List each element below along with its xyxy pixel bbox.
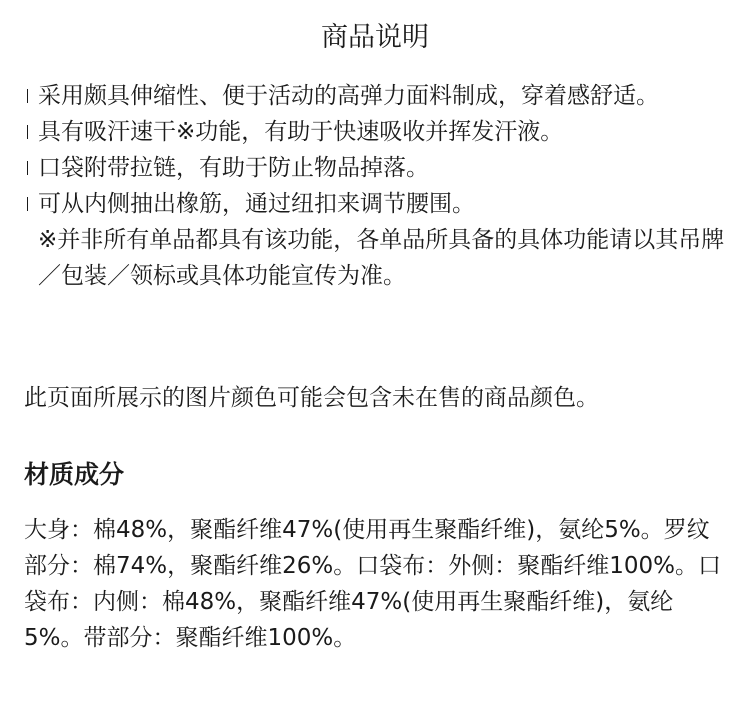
feature-item-zip-pocket: 口袋附带拉链，有助于防止物品掉落。 [24, 150, 734, 186]
feature-list [24, 78, 734, 294]
color-notice: 此页面所展示的图片颜色可能会包含未在售的商品颜色。 [24, 385, 599, 411]
feature-item-drawcord: 可从内侧抽出橡筋，通过纽扣来调节腰围。 [24, 186, 734, 222]
material-heading: 材质成分 [24, 460, 125, 489]
feature-item-stretch: 采用颇具伸缩性、便于活动的高弹力面料制成，穿着感舒适。 [24, 78, 734, 114]
page-title: 商品说明 [321, 22, 429, 53]
feature-item-quick-dry: 具有吸汗速干※功能，有助于快速吸收并挥发汗液。 [24, 114, 734, 150]
material-composition: 大身：棉48%，聚酯纤维47%(使用再生聚酯纤维)，氨纶5%。罗纹部分：棉74%，聚酯纤维26%。口袋布：外侧：聚酯纤维100%。口袋布：内侧：棉48%，聚酯纤维47%(使用再生聚酯纤维)，氨纶5%。带部分：聚酯纤维100%。 [24, 517, 721, 651]
feature-footnote: ※并非所有单品都具有该功能，各单品所具备的具体功能请以其吊牌／包装／领标或具体功能宣传为准。 [38, 227, 725, 289]
